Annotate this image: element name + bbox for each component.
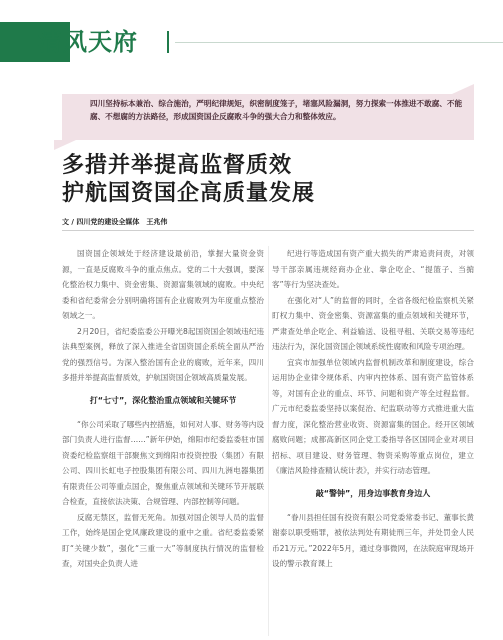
paragraph: 纪进行等造成国有资产重大损失的严肃追责问责，对领导干部亲属违规经商办企业、靠企吃企、“提篮子、当掮客”等行为坚决查处。: [272, 249, 474, 289]
article-byline: 文 / 四川党的建设全媒体 王兆伟: [62, 218, 168, 226]
header-rule: [175, 42, 503, 43]
abstract-corner-bottom: [54, 140, 76, 150]
paragraph: 在强化对“人”的监督的同时，全省各级纪检监察机关紧盯权力集中、资金密集、资源富集的重点领域和关键环节，严肃查处单企吃企、利益输送、设租寻租、关联交易等违纪违法行为，深化国资国企领域系统性腐败和风险专项治理。: [272, 295, 474, 351]
paragraph: 国资国企领域处于经济建设最前沿，掌握大量资金资源，一直是反腐败斗争的重点焦点。党的二十大强调，要深化整治权力集中、资金密集、资源富集领域的腐败。中央纪委和省纪委常会分别明确将国有企业腐败列为年度重点整治领域之一。: [62, 249, 264, 320]
abstract-box: [62, 94, 474, 140]
article-title-line1: 多措并举提高监督质效: [62, 152, 293, 178]
section-title: 清风天府: [38, 28, 138, 56]
section-heading: 打“七寸”，深化整治重点领域和关键环节: [89, 395, 237, 405]
section-heading: 敲“警钟”，用身边事教育身边人: [315, 488, 431, 498]
byline-divider: [62, 230, 474, 231]
paragraph: “你公司采取了哪些内控措施，如何对人事、财务等内设部门负责人进行监督……”新年伊始，绵阳市纪委监委驻市国资委纪检监察组干部聚焦文到绵阳市投资控股（集团）有限公司、四川长虹电子控股集团有限公司、四川九洲电器集团有限责任公司等重点国企，聚焦重点领域和关键环节开展联合检查，直接依法决策、合规管理、内部控制等问题。: [62, 419, 264, 506]
section-header: [0, 22, 503, 62]
paragraph: “眷川县担任国有投资有限公司党委常委书记、董事长黄谢泰以职受贿罪，被依法判处有期徒刑三年，并处罚金人民币21万元。”2022年5月，通过身事微网，在法院庭审现场开设的警示教育课上: [272, 512, 474, 568]
article-title: [62, 151, 315, 207]
column-divider: [268, 246, 269, 636]
left-column: [62, 246, 264, 572]
paragraph: 宜宾市加强单位领域内监督机制改革和制度建设，综合运用协企业律令规体系、内审内控体系、国有资产监管体系等，对国有企业的重点、环节、问题和资产等全过程监督。广元市纪委监委坚持以案促治、纪监联动等方式推进重大监督力度，深化整治营业收资、资源富集的国企。经开区领域腐败问题；成都高新区同企党工委指导各区国同企业对项目招标、项目建设、财务管理、物资采购等重点岗位，建立《廉洁风险排查精认统计表》，并实行动态管理。: [272, 357, 474, 475]
paragraph: 反腐无禁区，监督无死角。加强对国企领导人员的监督工作，始终是国企党风廉政建设的重中之重。省纪委监委紧盯“关键少数”，强化“三重一大”等制度执行情况的监督检查，对国央企负责人进: [62, 512, 264, 568]
header-divider-mark: [167, 31, 169, 53]
right-column: [272, 246, 474, 572]
paragraph: 2月20日，省纪委监委公开曝光8起国资国企领域违纪违法典型案例，释放了深入推进全省国资国企系统全面从严治党的强烈信号。为深入整治国有企业的腐败，近年来，四川多措并举提高监督质效，护航国资国企领域高质量发展。: [62, 326, 264, 382]
article-title-line2: 护航国资国企高质量发展: [62, 180, 316, 206]
abstract-text: 四川坚持标本兼治、综合施治，严明纪律规矩，织密制度笼子，堵塞风险漏洞，努力探索一体推进不敢腐、不能腐、不想腐的方法路径，形成国资国企反腐败斗争的强大合力和整体效应。: [90, 99, 463, 121]
abstract-corner-top: [452, 84, 474, 94]
